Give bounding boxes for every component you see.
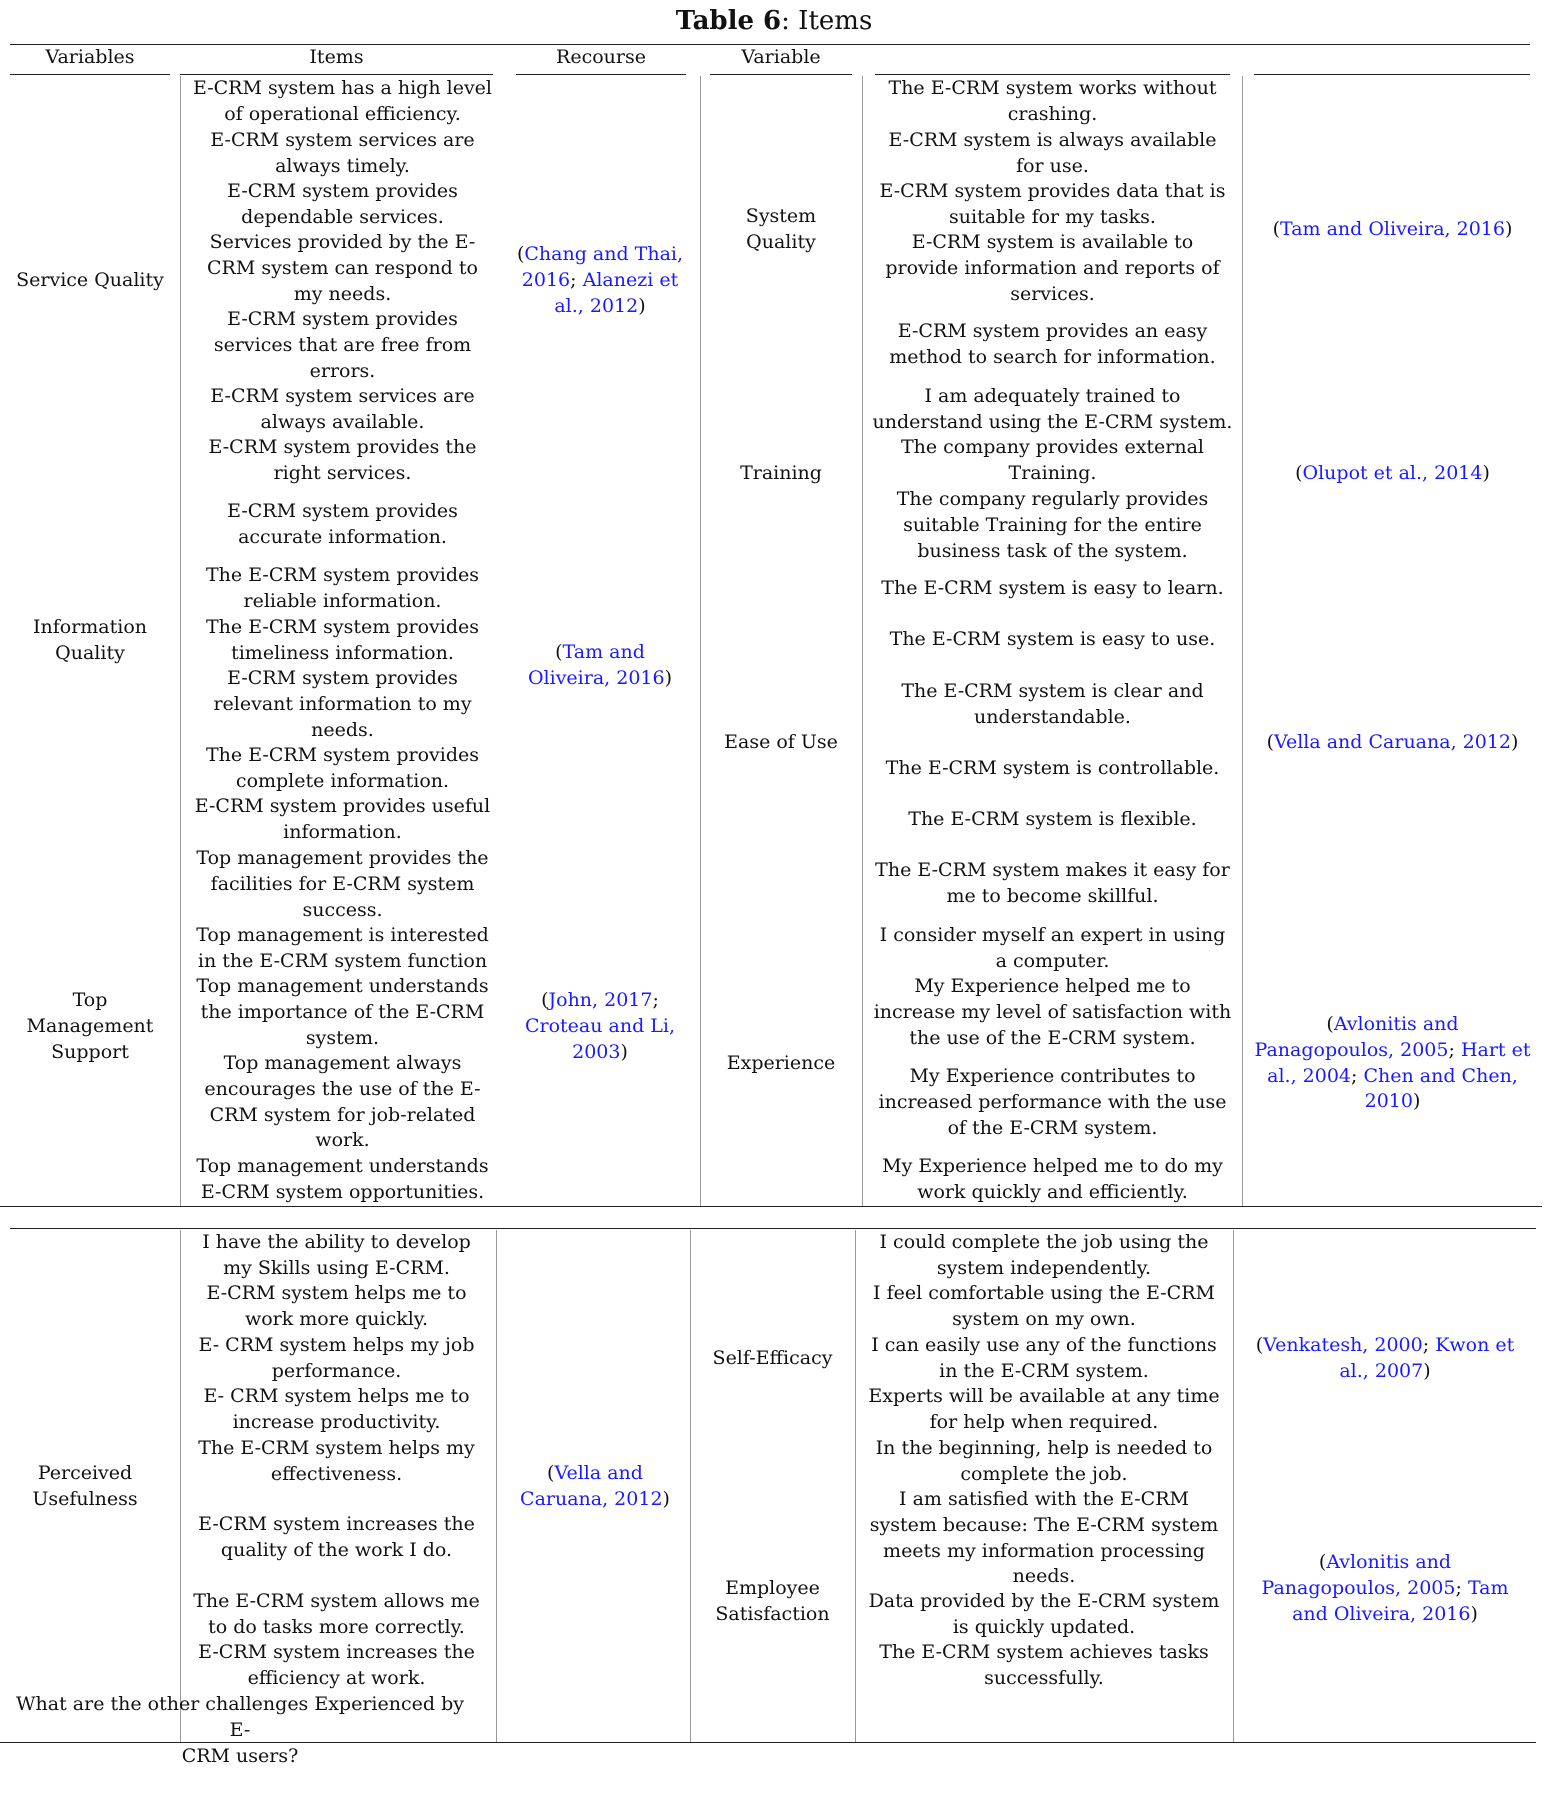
variable-ease-of-use: Ease of Use <box>724 731 838 753</box>
item-text: The company regularly provides suitable Training for the entire business task of the system. <box>896 488 1209 562</box>
item-text: E-CRM system has a high level of operational efficiency. <box>193 77 492 125</box>
reference-link[interactable]: Tam and Oliveira, 2016 <box>1280 218 1505 240</box>
reference-citation: (Vella and Caruana, 2012) <box>520 1462 670 1510</box>
item-text: I am adequately trained to understand using the E-CRM system. <box>872 385 1233 433</box>
reference-citation: (Olupot et al., 2014) <box>1295 462 1490 484</box>
column-divider <box>496 1230 497 1742</box>
reference-link[interactable]: Tam and Oliveira, 2016 <box>1292 1576 1509 1625</box>
reference-link[interactable]: Venkatesh, 2000 <box>1263 1334 1423 1356</box>
reference-separator: ; <box>1455 1576 1468 1599</box>
column-divider <box>690 1230 691 1742</box>
header-rule <box>710 74 852 75</box>
reference-link[interactable]: John, 2017 <box>548 989 653 1011</box>
open-question: What are the other challenges Experienced by E- CRM users? <box>16 1693 464 1767</box>
table-title-number: Table 6 <box>675 6 782 36</box>
reference-link[interactable]: Croteau and Li, 2003 <box>524 1014 676 1063</box>
reference-citation: (Vella and Caruana, 2012) <box>1266 731 1519 753</box>
reference-citation: (Avlonitis and Panagopoulos, 2005; Hart et al., 2004; Chen and Chen, 2010) <box>1254 1013 1531 1113</box>
item-text: The E-CRM system helps my effectiveness. <box>198 1437 475 1485</box>
header-rule <box>180 74 493 75</box>
header-variable: Variable <box>741 46 821 68</box>
item-text: The E-CRM system allows me to do tasks more correctly. <box>193 1590 480 1638</box>
item-text: The E-CRM system works without crashing. <box>888 77 1217 125</box>
item-text: Data provided by the E-CRM system is quickly updated. <box>868 1590 1220 1638</box>
item-text: I am satisfied with the E-CRM system because: The E-CRM system meets my information processing needs. <box>869 1488 1219 1588</box>
item-text: The E-CRM system is clear and understandable. <box>901 680 1204 728</box>
item-text: E-CRM system helps me to work more quickly. <box>206 1282 467 1330</box>
item-text: E-CRM system is available to provide information and reports of services. <box>885 231 1220 305</box>
item-text: E-CRM system provides accurate information. <box>227 500 458 548</box>
reference-separator: ; <box>1422 1334 1436 1356</box>
table-title-text: : Items <box>781 6 873 36</box>
reference-link[interactable]: Avlonitis and Panagopoulos, 2005 <box>1254 1013 1459 1061</box>
item-text: E-CRM system provides an easy method to search for information. <box>889 320 1216 368</box>
reference-link[interactable]: Chen and Chen, 2010 <box>1363 1064 1518 1113</box>
variable-experience: Experience <box>726 1052 836 1074</box>
item-text: E-CRM system services are always timely. <box>210 129 475 177</box>
header-top-rule <box>10 44 1530 45</box>
column-divider <box>1242 76 1243 1206</box>
reference-link[interactable]: Olupot et al., 2014 <box>1302 462 1483 484</box>
item-text: E- CRM system helps me to increase productivity. <box>203 1385 470 1433</box>
reference-separator: ; <box>570 268 583 291</box>
reference-link[interactable]: Hart et al., 2004 <box>1267 1038 1531 1087</box>
table-title <box>0 6 1548 36</box>
variable-perceived-usefulness: Perceived Usefulness <box>32 1462 138 1510</box>
item-text: E-CRM system provides the right services. <box>208 436 477 484</box>
item-text: I consider myself an expert in using a computer. <box>879 924 1226 972</box>
variable-service-quality: Service Quality <box>16 269 164 291</box>
item-text: I can easily use any of the functions in the E-CRM system. <box>871 1334 1217 1382</box>
variable-training: Training <box>740 462 822 484</box>
item-text: In the beginning, help is needed to complete the job. <box>875 1437 1213 1485</box>
header-rule <box>1254 74 1530 75</box>
item-text: My Experience contributes to increased performance with the use of the E-CRM system. <box>878 1065 1227 1139</box>
header-recourse: Recourse <box>556 46 646 68</box>
item-text: The E-CRM system is easy to learn. <box>881 577 1224 599</box>
item-text: My Experience helped me to increase my level of satisfaction with the use of the E-CRM system. <box>873 975 1232 1049</box>
item-text: E-CRM system provides dependable services. <box>227 180 458 228</box>
reference-separator: ; <box>1351 1064 1364 1087</box>
header-items: Items <box>309 46 364 68</box>
item-text: Top management understands E-CRM system opportunities. <box>196 1155 489 1203</box>
section-rule <box>0 1206 1542 1207</box>
reference-citation: (Avlonitis and Panagopoulos, 2005; Tam and Oliveira, 2016) <box>1261 1551 1509 1625</box>
reference-citation: (Tam and Oliveira, 2016) <box>527 641 673 689</box>
item-text: E-CRM system is always available for use. <box>888 129 1217 177</box>
reference-citation: (Venkatesh, 2000; Kwon et al., 2007) <box>1255 1334 1515 1382</box>
item-text: E-CRM system increases the efficiency at work. <box>198 1641 475 1689</box>
item-text: I feel comfortable using the E-CRM system on my own. <box>873 1282 1215 1330</box>
reference-separator: ; <box>652 989 659 1011</box>
variable-employee-satisfaction: Employee Satisfaction <box>715 1577 830 1625</box>
header-rule <box>875 74 1230 75</box>
item-text: The E-CRM system is controllable. <box>885 757 1220 779</box>
column-divider <box>855 1230 856 1742</box>
reference-citation: (Chang and Thai, 2016; Alanezi et al., 2012) <box>516 243 684 317</box>
column-divider <box>1233 1230 1234 1742</box>
item-text: E- CRM system helps my job performance. <box>198 1334 475 1382</box>
reference-link[interactable]: Avlonitis and Panagopoulos, 2005 <box>1261 1551 1456 1599</box>
reference-link[interactable]: Kwon et al., 2007 <box>1339 1334 1515 1382</box>
item-text: The E-CRM system makes it easy for me to become skillful. <box>875 859 1230 907</box>
header-variables: Variables <box>45 46 135 68</box>
reference-citation: (Tam and Oliveira, 2016) <box>1272 218 1513 240</box>
header-rule <box>10 74 170 75</box>
variable-top-management-support: Top Management Support <box>26 989 154 1063</box>
column-divider <box>180 76 181 1206</box>
item-text: The E-CRM system provides timeliness information. <box>206 616 479 664</box>
item-text: The E-CRM system provides complete information. <box>206 744 479 792</box>
item-text: E-CRM system services are always available. <box>210 385 475 433</box>
item-text: I could complete the job using the system independently. <box>879 1231 1209 1279</box>
section-rule <box>10 1228 1536 1229</box>
reference-separator: ; <box>1448 1038 1461 1061</box>
variable-information-quality: Information Quality <box>32 616 148 664</box>
item-text: My Experience helped me to do my work quickly and efficiently. <box>882 1155 1223 1203</box>
reference-link[interactable]: Vella and Caruana, 2012 <box>520 1462 663 1510</box>
reference-link[interactable]: Alanezi et al., 2012 <box>554 268 679 317</box>
item-text: Top management provides the facilities for E-CRM system success. <box>196 847 489 921</box>
item-text: The E-CRM system is easy to use. <box>889 628 1216 650</box>
reference-citation: (John, 2017; Croteau and Li, 2003) <box>524 989 676 1063</box>
variable-self-efficacy: Self-Efficacy <box>712 1347 833 1369</box>
item-text: Top management understands the importance of the E-CRM system. <box>196 975 489 1049</box>
item-text: The E-CRM system provides reliable information. <box>206 564 479 612</box>
item-text: Top management always encourages the use of the E- CRM system for job-related work. <box>204 1052 481 1152</box>
item-text: The company provides external Training. <box>900 436 1205 484</box>
item-text: I have the ability to develop my Skills using E-CRM. <box>202 1231 471 1279</box>
reference-link[interactable]: Chang and Thai, 2016 <box>521 243 684 291</box>
item-text: E-CRM system provides data that is suitable for my tasks. <box>879 180 1226 228</box>
item-text: E-CRM system increases the quality of the work I do. <box>198 1513 475 1561</box>
item-text: E-CRM system provides services that are free from errors. <box>213 308 472 382</box>
column-divider <box>700 76 701 1206</box>
reference-link[interactable]: Tam and Oliveira, 2016 <box>527 641 665 689</box>
variable-system-quality: System Quality <box>745 205 817 253</box>
header-rule <box>516 74 686 75</box>
item-text: Top management is interested in the E-CRM system function <box>196 924 489 972</box>
item-text: E-CRM system provides relevant information to my needs. <box>213 667 472 741</box>
item-text: The E-CRM system achieves tasks successfully. <box>879 1641 1209 1689</box>
item-text: Experts will be available at any time for help when required. <box>868 1385 1220 1433</box>
item-text: E-CRM system provides useful information. <box>194 795 491 843</box>
item-text: The E-CRM system is flexible. <box>908 808 1197 830</box>
item-text: Services provided by the E- CRM system can respond to my needs. <box>207 231 478 305</box>
reference-link[interactable]: Vella and Caruana, 2012 <box>1273 731 1512 753</box>
column-divider <box>862 76 863 1206</box>
